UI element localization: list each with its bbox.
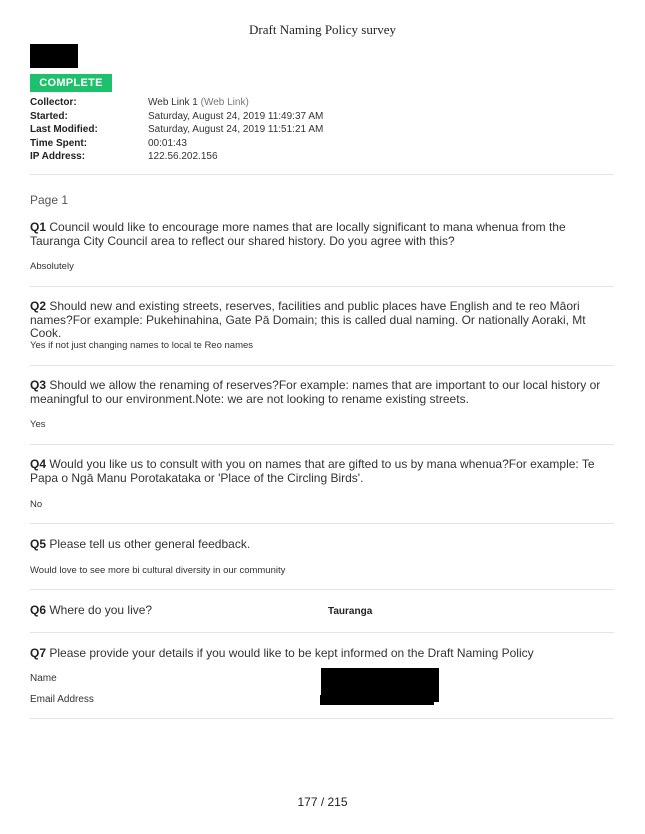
q1-answer: Absolutely xyxy=(30,261,74,272)
q3-number: Q3 xyxy=(30,378,47,392)
question-q2 xyxy=(30,300,614,341)
modified-value: Saturday, August 24, 2019 11:51:21 AM xyxy=(148,124,324,136)
time-spent-label: Time Spent: xyxy=(30,137,88,149)
meta-row-time xyxy=(30,137,614,151)
document-title: Draft Naming Policy survey xyxy=(249,22,396,37)
redacted-logo xyxy=(30,44,78,68)
q4-answer: No xyxy=(30,499,43,510)
meta-row-modified xyxy=(30,123,614,137)
status-badge: COMPLETE xyxy=(30,74,112,92)
q5-text: Please tell us other general feedback. xyxy=(49,537,251,551)
q5-number: Q5 xyxy=(30,537,47,551)
question-q4 xyxy=(30,458,614,485)
question-q3 xyxy=(30,379,614,406)
meta-row-started xyxy=(30,110,614,124)
response-metadata xyxy=(30,96,614,164)
collector-name: Web Link 1 xyxy=(148,97,198,108)
collector-label: Collector: xyxy=(30,97,77,108)
ip-value: 122.56.202.156 xyxy=(148,151,218,163)
q7-text: Please provide your details if you would like to be kept informed on the Draft Naming Policy xyxy=(49,646,534,660)
redacted-email-value xyxy=(320,695,434,705)
name-field-label: Name xyxy=(30,673,57,684)
question-q5 xyxy=(30,538,614,552)
q2-answer: Yes if not just changing names to local te Reo names xyxy=(30,340,254,351)
divider xyxy=(30,286,614,287)
started-value: Saturday, August 24, 2019 11:49:37 AM xyxy=(148,110,324,122)
email-field-label: Email Address xyxy=(30,694,94,705)
q2-number: Q2 xyxy=(30,299,47,313)
question-q6 xyxy=(30,604,310,618)
started-label: Started: xyxy=(30,110,68,122)
meta-row-ip xyxy=(30,150,614,164)
collector-type: (Web Link) xyxy=(200,97,249,108)
divider xyxy=(30,718,614,719)
q3-text: Should we allow the renaming of reserves?For example: names that are important to our local history or meaningful to our environment.Note: we are not looking to rename existing streets. xyxy=(30,378,601,406)
q6-text: Where do you live? xyxy=(49,603,153,617)
divider xyxy=(30,632,614,633)
modified-label: Last Modified: xyxy=(30,124,98,136)
collector-value xyxy=(148,96,249,110)
q1-number: Q1 xyxy=(30,220,47,234)
page-label: Page 1 xyxy=(30,193,69,207)
q4-number: Q4 xyxy=(30,457,47,471)
question-q1 xyxy=(30,221,614,248)
divider xyxy=(30,523,614,524)
q4-text: Would you like us to consult with you on names that are gifted to us by mana whenua?For example: Te Papa o Ngā Manu Porotakataka or 'Place of the Circling Birds'. xyxy=(30,457,595,485)
divider xyxy=(30,365,614,366)
ip-label: IP Address: xyxy=(30,151,86,163)
meta-row-collector xyxy=(30,96,614,110)
question-q7 xyxy=(30,647,614,661)
divider xyxy=(30,444,614,445)
q1-text: Council would like to encourage more names that are locally significant to mana whenua from the Tauranga City Council area to reflect our shared history. Do you agree with this? xyxy=(30,220,566,248)
divider xyxy=(30,589,614,590)
q5-answer: Would love to see more bi cultural diversity in our community xyxy=(30,565,286,576)
time-spent-value: 00:01:43 xyxy=(148,137,187,149)
q7-number: Q7 xyxy=(30,646,47,660)
q3-answer: Yes xyxy=(30,419,46,430)
q6-number: Q6 xyxy=(30,603,47,617)
q6-answer: Tauranga xyxy=(328,606,373,617)
page-number: 177 / 215 xyxy=(297,795,348,809)
divider xyxy=(30,174,614,175)
q2-text: Should new and existing streets, reserves, facilities and public places have English and te reo Māori names?For example: Pukehinahina, Gate Pā Domain; this is called dual naming. Or nationally Aoraki, Mt Cook. xyxy=(30,299,586,340)
